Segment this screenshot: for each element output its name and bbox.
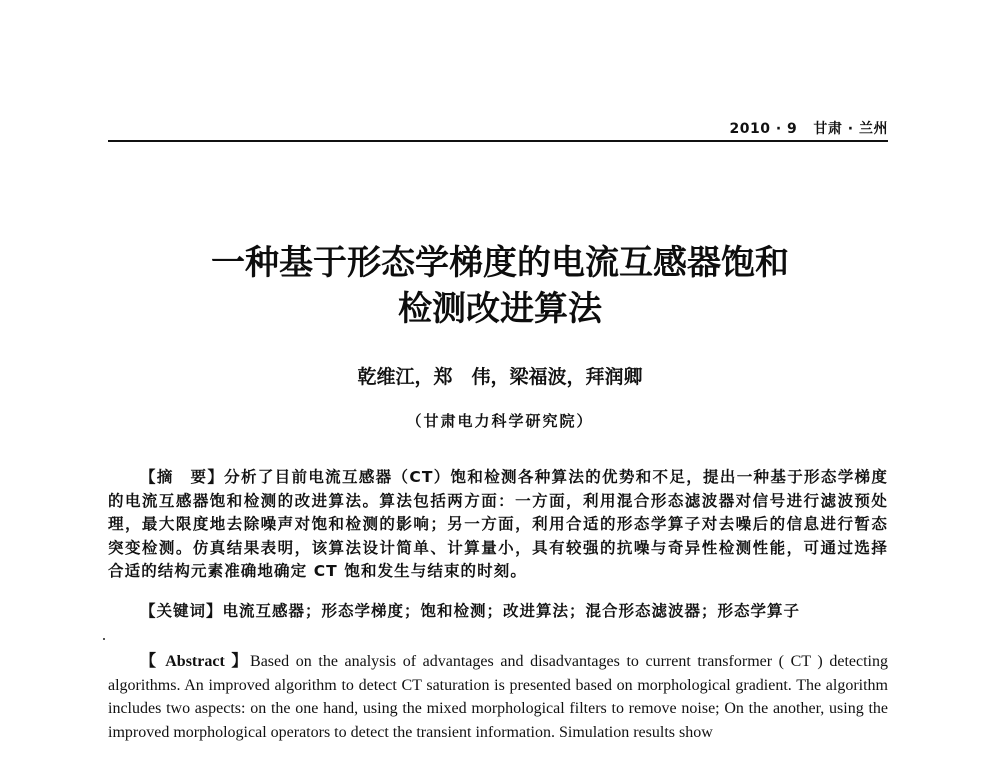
paper-title bbox=[0, 240, 1000, 332]
affiliation: （甘肃电力科学研究院） bbox=[406, 412, 594, 430]
abstract-cn-text: 分析了目前电流互感器（CT）饱和检测各种算法的优势和不足，提出一种基于形态学梯度的电流互感器饱和检测的改进算法。算法包括两方面：一方面，利用混合形态滤波器对信号进行滤波预处理，最大限度地去除噪声对饱和检测的影响；另一方面，利用合适的形态学算子对去噪后的信息进行暂态突变检测。仿真结果表明，该算法设计简单、计算量小，具有较强的抗噪与奇异性检测性能，可通过选择合适的结构元素准确地确定 CT 饱和发生与结束的时刻。 bbox=[108, 468, 888, 580]
keywords-chinese bbox=[108, 600, 888, 623]
abstract-cn-label: 【摘 要】 bbox=[140, 468, 225, 486]
keywords-text: 电流互感器；形态学梯度；饱和检测；改进算法；混合形态滤波器；形态学算子 bbox=[222, 602, 801, 620]
header-issue-location bbox=[730, 118, 888, 138]
margin-dot bbox=[103, 638, 105, 640]
header-issue: 2010 · 9 bbox=[729, 121, 798, 137]
title-line-2: 检测改进算法 bbox=[398, 289, 602, 329]
header-rule bbox=[108, 140, 888, 142]
abstract-en-text: Based on the analysis of advantages and disadvantages to current transformer ( CT ) detecting algorithms. An improved algorithm to detect CT saturation is presented based on morphological gradient. The algorithm includes two aspects: on the one hand, using the mixed morphological filters to remove noise; On the another, using the improved morphological operators to detect the transient information. Simulation results show bbox=[108, 653, 888, 741]
abstract-chinese bbox=[108, 466, 888, 584]
keywords-label: 【关键词】 bbox=[140, 602, 223, 620]
abstract-english bbox=[108, 650, 888, 744]
abstract-en-label: 【 Abstract 】 bbox=[140, 653, 251, 670]
header-location: 甘肃 · 兰州 bbox=[813, 121, 888, 137]
running-header bbox=[108, 116, 888, 144]
title-line-1: 一种基于形态学梯度的电流互感器饱和 bbox=[211, 243, 789, 283]
author-list: 乾维江，郑 伟，梁福波，拜润卿 bbox=[357, 366, 643, 388]
